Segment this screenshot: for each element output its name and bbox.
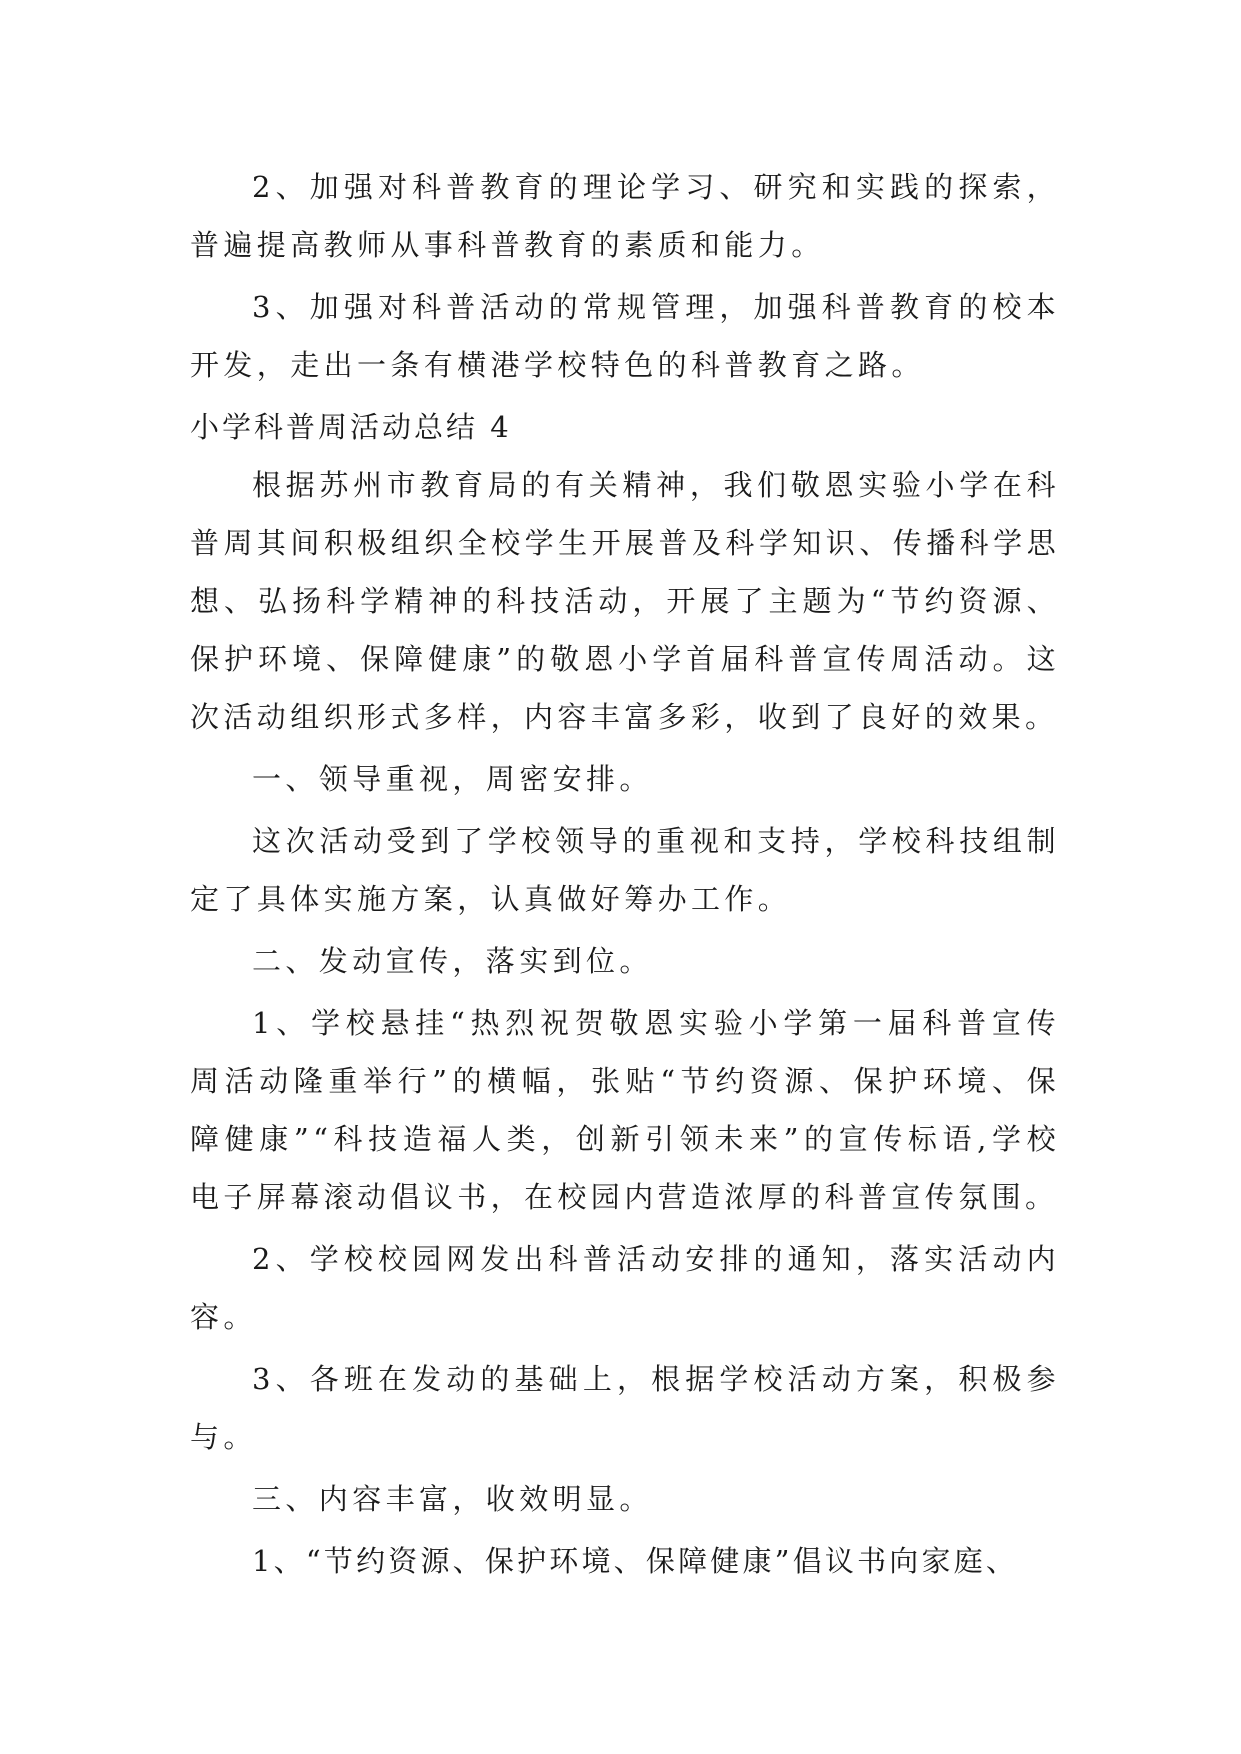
document-body [190, 158, 1060, 1590]
paragraph-teacher-training: 2、加强对科普教育的理论学习、研究和实践的探索，普遍提高教师从事科普教育的素质和能力。 [190, 170, 1060, 262]
paragraph-leadership: 这次活动受到了学校领导的重视和支持，学校科技组制定了具体实施方案，认真做好筹办工作。 [190, 824, 1060, 916]
paragraph-proposal-start: 1、“节约资源、保护环境、保障健康”倡议书向家庭、 [252, 1544, 1019, 1578]
paragraph-intro: 根据苏州市教育局的有关精神，我们敬恩实验小学在科普周其间积极组织全校学生开展普及科学知识、传播科学思想、弘扬科学精神的科技活动，开展了主题为“节约资源、保护环境、保障健康”的敬恩小学首届科普宣传周活动。这次活动组织形式多样，内容丰富多彩，收到了良好的效果。 [190, 468, 1060, 734]
paragraph-classes: 3、各班在发动的基础上，根据学校活动方案，积极参与。 [190, 1362, 1060, 1454]
subheading-content: 三、内容丰富，收效明显。 [252, 1482, 653, 1516]
paragraph-banner: 1、学校悬挂“热烈祝贺敬恩实验小学第一届科普宣传周活动隆重举行”的横幅，张贴“节约资源、保护环境、保障健康”“科技造福人类，创新引领未来”的宣传标语,学校电子屏幕滚动倡议书，在校园内营造浓厚的科普宣传氛围。 [190, 1006, 1060, 1214]
subheading-leadership: 一、领导重视，周密安排。 [252, 762, 653, 796]
paragraph-activity-management: 3、加强对科普活动的常规管理，加强科普教育的校本开发，走出一条有横港学校特色的科普教育之路。 [190, 290, 1060, 382]
paragraph-website: 2、学校校园网发出科普活动安排的通知，落实活动内容。 [190, 1242, 1060, 1334]
section-title: 小学科普周活动总结 4 [190, 410, 512, 444]
subheading-publicity: 二、发动宣传，落实到位。 [252, 944, 653, 978]
